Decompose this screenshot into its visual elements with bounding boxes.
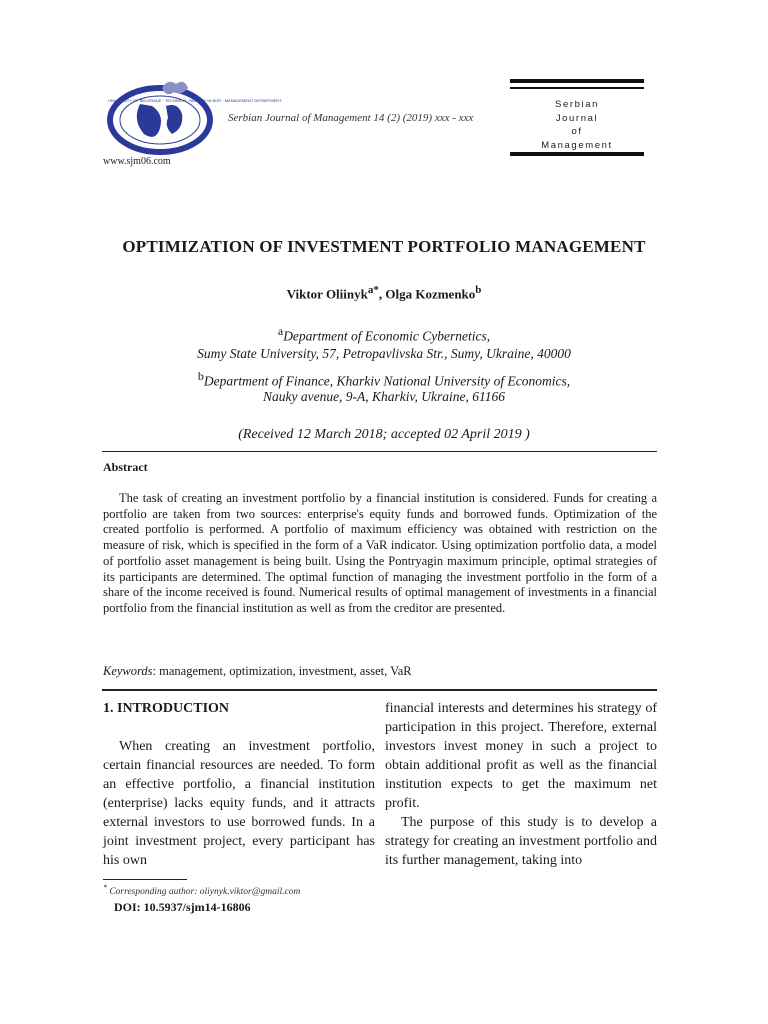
footnote-rule: [103, 879, 187, 880]
journal-name-line: of: [571, 126, 583, 137]
author-marker: b: [475, 284, 482, 296]
affiliation-a-line1: [0, 324, 768, 345]
doi[interactable]: DOI: 10.5937/sjm14-16806: [114, 900, 251, 914]
body-paragraph: When creating an investment portfolio, certain financial resources are needed. To form an effective portfolio, a financial institution (enterprise) lacks equity funds, and it attracts external investors to use borrowed funds. In a joint investment project, every participant has his own: [103, 739, 375, 868]
author-name: Olga Kozmenko: [385, 286, 476, 302]
keywords-label: Keywords: [103, 664, 153, 678]
footnote-marker: *: [103, 883, 107, 892]
right-column: [385, 699, 657, 870]
journal-citation: Serbian Journal of Management 14 (2) (2019) xxx - xxx: [228, 112, 474, 124]
affiliation-b-line2: Nauky avenue, 9-A, Kharkiv, Ukraine, 61166: [262, 389, 506, 404]
abstract-text: The task of creating an investment portfolio by a financial institution is considered. Funds for creating a portfolio are taken from two sources: enterprise's equity funds and borrowed funds. Optimization of the created portfolio is performed. A portfolio of maximum efficiency was obtained with restriction on the measure of risk, which is specified in the form of a VaR indicator. Using optimization portfolio data, a model of portfolio asset management is being built. Using the Pontryagin maximum principle, optimal strategies of its participants are determined. The optimal function of managing the investment portfolio in the form of a share of the income received is found. Numerical results of optimal management of investments in a financial portfolio from the financial institution as well as from the creditor are presented.: [103, 491, 657, 615]
abstract-heading: Abstract: [103, 460, 148, 474]
affiliation-marker: a: [277, 324, 284, 338]
author-list: [0, 284, 768, 302]
footnote-text: Corresponding author: oliynyk.viktor@gmail.com: [109, 887, 301, 898]
received-dates: (Received 12 March 2018; accepted 02 April 2019 ): [238, 427, 530, 442]
box-second-rule: [510, 87, 644, 89]
journal-name-line: Journal: [555, 112, 599, 124]
abstract-top-rule: [102, 451, 657, 452]
keywords-list: : management, optimization, investment, asset, VaR: [152, 664, 412, 678]
left-column: [103, 737, 375, 870]
affiliation-a-line2: Sumy State University, 57, Petropavlivska Str., Sumy, Ukraine, 40000: [197, 346, 571, 361]
journal-logo: [104, 76, 282, 158]
keywords: [103, 664, 412, 679]
body-paragraph: financial interests and determines his strategy of participation in this project. Therefore, external investors invest money in such a project to obtain additional profit as well as the financial institution expects to get the maximum net profit.: [385, 701, 657, 811]
author-name: Viktor Oliinyk: [286, 286, 368, 302]
affiliation-text: Department of Finance, Kharkiv National University of Economics,: [203, 373, 571, 389]
journal-name-box: [510, 79, 644, 156]
box-bottom-rule: [510, 152, 644, 156]
affiliation-b-line1: [0, 369, 768, 390]
corresponding-author-footnote: [103, 883, 300, 897]
article-title: OPTIMIZATION OF INVESTMENT PORTFOLIO MANAGEMENT: [122, 237, 646, 256]
logo-ring-text: UNIVERSITY OF BELGRADE · TECHNICAL FACULTY IN BOR · MANAGEMENT DEPARTMENT: [108, 98, 282, 103]
journal-name-line: Serbian: [555, 99, 599, 110]
website-link[interactable]: www.sjm06.com: [103, 156, 171, 167]
author-separator: ,: [378, 286, 386, 302]
author-marker: a*: [367, 284, 379, 296]
section-heading: 1. INTRODUCTION: [103, 701, 230, 716]
journal-name-text: [510, 98, 644, 152]
body-paragraph: The purpose of this study is to develop a strategy for creating an investment portfolio and its further management, taking into: [385, 815, 657, 868]
box-top-rule: [510, 79, 644, 83]
journal-name-line: Management: [541, 139, 613, 151]
affiliation-marker: b: [197, 369, 204, 383]
abstract-bottom-rule: [102, 689, 657, 691]
affiliation-text: Department of Economic Cybernetics,: [283, 328, 491, 344]
